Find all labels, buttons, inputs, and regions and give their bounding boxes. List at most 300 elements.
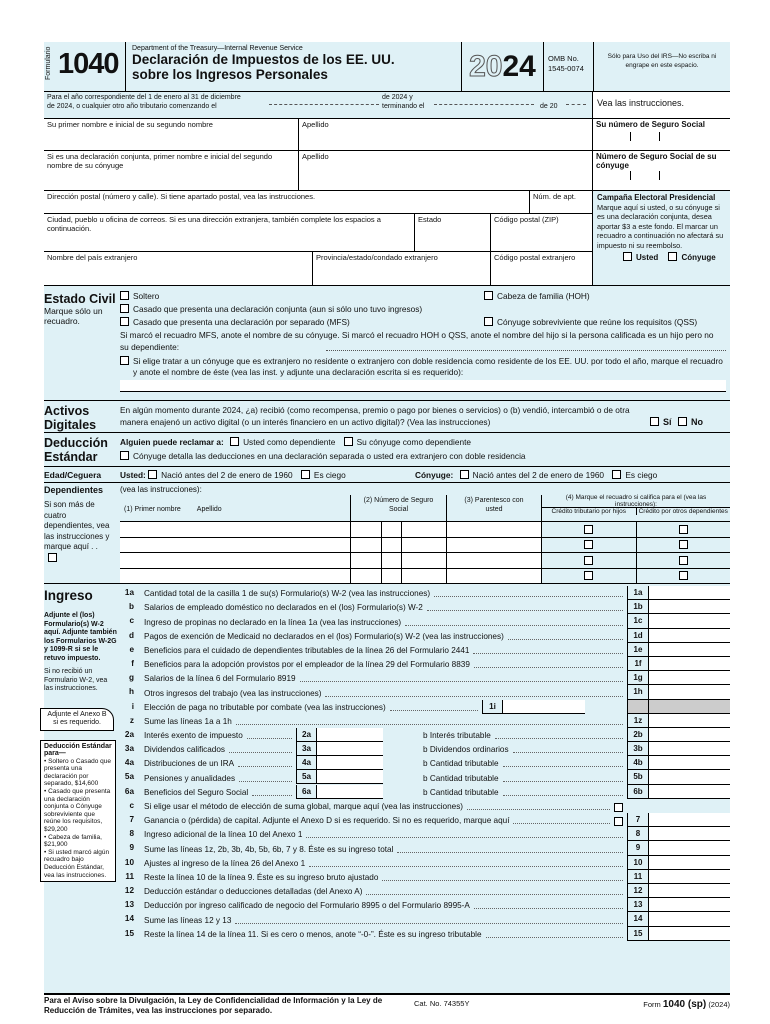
line-text-b (383, 756, 627, 770)
campaign-spouse-checkbox[interactable] (668, 252, 677, 261)
ssn-label: Su número de Seguro Social (596, 120, 705, 129)
line-number: 12 (124, 885, 134, 895)
omb-number: 1545-0074 (548, 64, 584, 73)
country-field[interactable] (44, 252, 313, 285)
digital-assets-question: En algún momento durante 2024, ¿a) recibió (como recompensa, premio o pago por bienes o servicios) o (b) vendió, intercambió o de otra manera enajenó un activo digital (o un interés financiero en un activo digital)? (Vea las instrucciones) (120, 405, 630, 427)
line-amount-field[interactable] (648, 785, 730, 799)
dependent-row (120, 569, 730, 585)
line-number: d (128, 630, 134, 640)
line-amount-field[interactable] (648, 728, 730, 742)
dependent-odc-checkbox[interactable] (679, 556, 688, 565)
line-amount-field[interactable] (648, 770, 730, 784)
line-text (136, 643, 627, 657)
spouse-dependent-checkbox[interactable] (344, 437, 353, 446)
line-label: Pensiones y anualidades (144, 773, 236, 783)
first-name-label: Su primer nombre e inicial de su segundo nombre (47, 120, 213, 129)
line-amount-field[interactable] (648, 714, 730, 728)
line-box-label: 8 (627, 827, 648, 841)
dependent-ctc-cell (541, 538, 636, 553)
line-8 (120, 827, 730, 841)
filing-note: Si marcó el recuadro MFS, anote el nombre de su cónyuge. Si marcó el recuadro HOH o QSS, anote el nombre del hijo si la persona calificada es un hijo pero no su dependiente: (120, 330, 714, 352)
city-label: Ciudad, pueblo u oficina de correos. Si es una dirección extranjera, también complete los espacios a continuación. (47, 215, 381, 233)
mfj-label: Casado que presenta una declaración conjunta (aun si sólo uno tuvo ingresos) (133, 304, 423, 314)
digital-no-label: No (691, 417, 704, 427)
standard-deduction-section (44, 433, 730, 467)
dependent-ctc-checkbox[interactable] (584, 525, 593, 534)
line-label: Cantidad total de la casilla 1 de su(s) Formulario(s) W-2 (vea las instrucciones) (144, 589, 431, 599)
line-9 (120, 841, 730, 855)
line-12 (120, 884, 730, 898)
line-1g (120, 671, 730, 685)
line-amount-field[interactable] (648, 841, 730, 855)
dep-col-credits-title: (4) Marque el recuadro si califica para el (vea las instrucciones): (542, 495, 730, 508)
line-number: g (128, 673, 134, 683)
line-1d (120, 629, 730, 643)
dependents-header-row (120, 495, 730, 522)
city-field[interactable] (44, 214, 415, 251)
dep-col-name (120, 495, 350, 521)
more-dependents-checkbox[interactable] (48, 553, 57, 562)
line-1c (120, 614, 730, 628)
line-box-label: 15 (627, 927, 648, 941)
you-blind-label: Es ciego (313, 470, 346, 480)
you-born-label: Nació antes del 2 de enero de 1960 (161, 470, 293, 480)
line-text-b (383, 785, 627, 799)
line-text (136, 629, 627, 643)
dep-col-name-last: Apellido (196, 506, 222, 513)
line-box-label: 10 (627, 856, 648, 870)
line-6c (120, 799, 730, 813)
dependent-ssn-field[interactable] (350, 553, 446, 568)
line-amount-field[interactable] (648, 600, 730, 614)
line-label: Beneficios para la adopción provistos por el empleador de la línea 29 del Formulario 8839 (144, 660, 470, 670)
line-text (136, 685, 627, 699)
qualifying-name-field[interactable] (326, 343, 726, 351)
line-label: Reste la línea 10 de la línea 9. Éste es su ingreso bruto ajustado (144, 872, 379, 882)
line-label: Otros ingresos del trabajo (vea las instrucciones) (144, 688, 322, 698)
filing-status-note: Marque sólo un recuadro. (44, 306, 103, 326)
line-label: Beneficios para el cuidado de dependientes tributables de la línea 26 del Formulario 2441 (144, 645, 470, 655)
line-number: c (129, 800, 134, 810)
line-text-b (383, 770, 627, 784)
dependent-name-field[interactable] (120, 522, 350, 537)
line-number: 3a (124, 744, 134, 754)
period-text-b: de 2024, o cualquier otro año tributario comenzando el (47, 103, 217, 110)
line-label: Reste la línea 14 de la línea 11. Si es cero o menos, anote “-0-”. Éste es su ingreso tributable (144, 929, 482, 939)
dep-col-credits-sub (542, 508, 730, 515)
qss-checkbox[interactable] (484, 317, 493, 326)
nonresident-checkbox[interactable] (120, 356, 129, 365)
line-5b (120, 770, 730, 784)
spouse-blind-checkbox[interactable] (612, 470, 621, 479)
line-text (136, 600, 627, 614)
line-label-b: b Cantidad tributable (423, 759, 499, 769)
line-amount-field[interactable] (648, 912, 730, 926)
dependent-name-field[interactable] (120, 569, 350, 584)
line-text (136, 912, 627, 926)
dependent-odc-cell (636, 522, 731, 537)
line-box-label: 1z (627, 714, 648, 728)
sub-amount (296, 785, 383, 799)
sub-amount (296, 728, 383, 742)
period-year-field[interactable] (566, 104, 586, 105)
filing-status-header (44, 292, 116, 326)
line-box-label: 1d (627, 629, 648, 643)
line-label: Sume las líneas 12 y 13 (144, 915, 232, 925)
dep-col-credits (541, 495, 730, 521)
filing-status-options (120, 290, 726, 392)
line-text (136, 927, 627, 941)
line-label: Deducción por ingreso calificado de negocio del Formulario 8995 o del Formulario 8995-A (144, 901, 470, 911)
line-amount-field[interactable] (648, 813, 730, 827)
form-number-block (44, 42, 126, 91)
form-number: 1040 (58, 48, 119, 80)
dependent-ctc-cell (541, 553, 636, 568)
line-box-label: 12 (627, 884, 648, 898)
line-number: c (129, 616, 134, 626)
dependents-table (120, 495, 730, 584)
period-start-field[interactable] (269, 104, 379, 105)
hoh-option (484, 290, 590, 302)
footer-cat: Cat. No. 74355Y (414, 999, 470, 1008)
line-1i (120, 700, 730, 714)
line-number: 6a (124, 786, 134, 796)
line-amount-field[interactable] (648, 685, 730, 699)
digital-assets-title: Activos Digitales (44, 404, 97, 432)
line-number: b (128, 602, 134, 612)
line-box-label: 1h (627, 685, 648, 699)
line-1h (120, 685, 730, 699)
line-amount-field[interactable] (648, 614, 730, 628)
sub-amount (482, 700, 585, 714)
dependent-odc-checkbox[interactable] (679, 525, 688, 534)
period-text-a: Para el año correspondiente del 1 de enero al 31 de diciembre (47, 94, 241, 101)
sub-amount-field[interactable] (317, 742, 383, 755)
qss-option (484, 316, 697, 328)
nonresident-name-field[interactable] (120, 380, 726, 392)
first-name-field[interactable] (44, 119, 299, 150)
filing-row-2 (120, 303, 726, 316)
dep-col-ssn: (2) Número de Seguro Social (350, 495, 446, 521)
line-label: Ingreso adicional de la línea 10 del Anexo 1 (144, 830, 303, 840)
ssn-field[interactable] (593, 119, 730, 150)
line-text (136, 827, 627, 841)
dependent-name-field[interactable] (120, 538, 350, 553)
province-field[interactable] (313, 252, 491, 285)
mfs-checkbox[interactable] (120, 317, 129, 326)
title-block (126, 42, 462, 91)
line-amount-field[interactable] (648, 742, 730, 756)
mfs-label: Casado que presenta una declaración por separado (MFS) (133, 317, 350, 327)
filing-status-title: Estado Civil (44, 292, 116, 306)
city-row (44, 214, 592, 252)
you-dependent-checkbox[interactable] (230, 437, 239, 446)
footer-form-pre: Form (643, 1000, 661, 1009)
line-number: 14 (124, 914, 134, 924)
last-name-label: Apellido (302, 120, 329, 129)
dependents-side-note (44, 500, 116, 564)
period-text-d: terminando el (382, 103, 425, 110)
spouse-born-checkbox[interactable] (460, 470, 469, 479)
state-field[interactable] (415, 214, 491, 251)
line-amount-field[interactable] (648, 884, 730, 898)
sub-amount-field[interactable] (317, 770, 383, 783)
line-amount-field[interactable] (648, 643, 730, 657)
line-number: 8 (129, 829, 134, 839)
line-number: 5a (124, 772, 134, 782)
taxpayer-name-row (44, 119, 730, 151)
sub-amount (296, 770, 383, 784)
std-deduction-claim (120, 436, 471, 448)
line-1z (120, 714, 730, 728)
line-text (136, 785, 296, 799)
sub-box-label: 6a (297, 785, 317, 798)
spouse-itemizes-checkbox[interactable] (120, 451, 129, 460)
address-row (44, 191, 592, 214)
country-label: Nombre del país extranjero (47, 253, 138, 262)
you-blind-checkbox[interactable] (301, 470, 310, 479)
sub-amount-field[interactable] (317, 728, 383, 741)
line-number: e (129, 644, 134, 654)
line-label: Dividendos calificados (144, 745, 226, 755)
line-box-label (627, 700, 648, 714)
hoh-label: Cabeza de familia (HOH) (497, 291, 590, 301)
period-text-c: de 2024 y (382, 94, 413, 101)
spouse-first-name-field[interactable] (44, 151, 299, 190)
line-box-label: 1b (627, 600, 648, 614)
line-amount-field[interactable] (648, 657, 730, 671)
line-checkbox[interactable] (614, 803, 623, 812)
line-text (136, 884, 627, 898)
line-text (136, 813, 627, 827)
line-amount-shaded (648, 700, 730, 714)
line-box-label: 1a (627, 586, 648, 600)
omb-label: OMB No. (548, 54, 579, 63)
line-amount-field[interactable] (648, 827, 730, 841)
line-13 (120, 898, 730, 912)
line-label-b: b Cantidad tributable (423, 773, 499, 783)
dependent-relationship-field[interactable] (446, 522, 541, 537)
line-amount-field[interactable] (648, 671, 730, 685)
line-amount-field[interactable] (648, 856, 730, 870)
footer-notice: Para el Aviso sobre la Divulgación, la Ley de Confidencialidad de Información y la Ley de Reducción de Trámites, vea las instrucciones por separado. (44, 996, 383, 1015)
line-text (136, 756, 296, 770)
footer-year: (2024) (708, 1000, 730, 1009)
dep-col-odc: Crédito por otros dependientes (638, 508, 728, 515)
line-label-b: b Cantidad tributable (423, 787, 499, 797)
foreign-zip-field[interactable] (491, 252, 592, 285)
spouse-itemizes-label: Cónyuge detalla las deducciones en una declaración separada o usted era extranjero con doble residencia (133, 451, 526, 461)
line-box-label: 11 (627, 870, 648, 884)
line-text-b (383, 728, 627, 742)
dependents-header (44, 485, 116, 564)
line-label: Interés exento de impuesto (144, 731, 243, 741)
form-header (44, 42, 730, 92)
line-text (136, 770, 296, 784)
std-deduction-title: Deducción Estándar (44, 436, 108, 464)
spouse-last-name-label: Apellido (302, 152, 329, 161)
dependent-ssn-field[interactable] (350, 538, 446, 553)
dependent-ctc-checkbox[interactable] (584, 571, 593, 580)
campaign-text: Marque aquí si usted, o su cónyuge si es una declaración conjunta, desea aportar $3 a este fondo. El marcar un recuadro a continuación no afectará su impuesto ni su reembolso. (597, 202, 724, 250)
dependent-relationship-field[interactable] (446, 538, 541, 553)
line-amount-field[interactable] (648, 629, 730, 643)
line-amount-field[interactable] (648, 756, 730, 770)
spouse-ssn-separators (630, 171, 660, 180)
campaign-title: Campaña Electoral Presidencial (597, 193, 716, 202)
digital-no-checkbox[interactable] (678, 417, 687, 426)
line-number: 15 (124, 928, 134, 938)
address-fields (44, 191, 593, 285)
line-amount-empty (648, 799, 730, 813)
see-instructions: Vea las instrucciones. (593, 92, 730, 118)
tax-year (462, 42, 544, 91)
dependent-ctc-cell (541, 522, 636, 537)
spouse-ssn-field[interactable] (593, 151, 730, 190)
sub-amount (296, 742, 383, 756)
income-title: Ingreso (44, 588, 93, 603)
schedule-b-note: Adjunte el Anexo B si es requerido. (40, 708, 114, 731)
line-number: 2a (124, 729, 134, 739)
line-text-b (383, 742, 627, 756)
dependent-ssn-field[interactable] (350, 522, 446, 537)
line-label: Ajustes al ingreso de la línea 26 del Anexo 1 (144, 858, 306, 868)
line-amount-field[interactable] (648, 586, 730, 600)
spouse-last-name-field[interactable] (299, 151, 593, 190)
std-box-title: Deducción Estándar para— (44, 742, 112, 758)
nonresident-label: Si elige tratar a un cónyuge que es extranjero no residente o extranjero con doble residencia como residente de los EE. UU. por todo el año, marque el recuadro y anote el nombre de éste (vea las inst. y adjunte una declaración escrita si es requerido): (133, 356, 723, 377)
dependent-ctc-checkbox[interactable] (584, 556, 593, 565)
digital-yes-checkbox[interactable] (650, 417, 659, 426)
irs-use: Sólo para Uso del IRS—No escriba ni engrape en este espacio. (607, 53, 717, 69)
filing-status-section (44, 286, 730, 401)
dependent-name-field[interactable] (120, 553, 350, 568)
line-text (136, 841, 627, 855)
single-label: Soltero (133, 291, 160, 301)
age-blindness-row (44, 467, 730, 483)
apt-field[interactable] (530, 191, 592, 213)
std-box-item-2: • Casado que presenta una declaración conjunta o Cónyuge sobreviviente que reúne los requisitos, $29,200 (44, 788, 111, 834)
line-box-label (627, 799, 648, 813)
line-10 (120, 856, 730, 870)
period-end-field[interactable] (434, 104, 534, 105)
line-box-label: 9 (627, 841, 648, 855)
age-title: Edad/Ceguera (44, 470, 102, 480)
address-label: Dirección postal (número y calle). Si tiene apartado postal, vea las instrucciones. (47, 192, 316, 201)
age-you-label: Usted: (120, 470, 146, 480)
line-1a (120, 586, 730, 600)
line-label: Si elige usar el método de elección de suma global, marque aquí (vea las instrucciones) (144, 802, 464, 811)
sub-box-label: 4a (297, 756, 317, 769)
dependent-relationship-field[interactable] (446, 569, 541, 584)
line-label: Sume las líneas 1z, 2b, 3b, 4b, 5b, 6b, 7 y 8. Éste es su ingreso total (144, 844, 394, 854)
dependent-ctc-checkbox[interactable] (584, 540, 593, 549)
hoh-checkbox[interactable] (484, 291, 493, 300)
sub-box-label: 5a (297, 770, 317, 783)
form-footer (44, 993, 730, 1017)
dependent-relationship-field[interactable] (446, 553, 541, 568)
line-box-label: 1c (627, 614, 648, 628)
line-number: 10 (124, 857, 134, 867)
omb-block (544, 42, 594, 91)
address-field[interactable] (44, 191, 530, 213)
dependent-row (120, 553, 730, 569)
line-number: 9 (129, 843, 134, 853)
apt-label: Núm. de apt. (533, 192, 576, 201)
line-text (136, 714, 627, 728)
line-box-label: 7 (627, 813, 648, 827)
title-line-1: Declaración de Impuestos de los EE. UU. (132, 52, 395, 67)
line-label: Distribuciones de un IRA (144, 759, 235, 769)
you-born-checkbox[interactable] (148, 470, 157, 479)
sub-box-label: 1i (483, 700, 503, 713)
age-you-options (120, 469, 346, 481)
form-side-label: Formulario (45, 46, 52, 80)
sub-amount-field[interactable] (317, 756, 383, 769)
line-label: Deducción estándar o deducciones detalladas (del Anexo A) (144, 887, 363, 897)
spouse-dependent-label: Su cónyuge como dependiente (356, 437, 472, 447)
age-spouse-options (415, 469, 657, 481)
foreign-row (44, 252, 592, 285)
dependent-odc-checkbox[interactable] (679, 571, 688, 580)
line-box-label: 1g (627, 671, 648, 685)
line-number: 1a (124, 588, 134, 597)
campaign-spouse-label: Cónyuge (681, 253, 716, 262)
sub-amount (296, 756, 383, 770)
line-box-label: 5b (627, 770, 648, 784)
dependent-ssn-field[interactable] (350, 569, 446, 584)
line-text (136, 700, 482, 714)
dependent-odc-checkbox[interactable] (679, 540, 688, 549)
line-amount-field[interactable] (648, 898, 730, 912)
line-amount-field[interactable] (648, 870, 730, 884)
income-section (44, 584, 730, 1024)
sub-amount-field[interactable] (317, 785, 383, 798)
line-text (136, 671, 627, 685)
last-name-field[interactable] (299, 119, 593, 150)
no-w2-note: Si no recibió un Formulario W-2, vea las instrucciones. (44, 668, 108, 692)
line-checkbox[interactable] (614, 817, 623, 826)
line-label: Salarios de la línea 6 del Formulario 8919 (144, 674, 296, 684)
dependent-odc-cell (636, 538, 731, 553)
line-text (136, 799, 627, 813)
spouse-blind-label: Es ciego (625, 470, 658, 480)
dependent-odc-cell (636, 569, 731, 584)
dependents-section (44, 483, 730, 584)
std-box-item-4: • Si usted marcó algún recuadro bajo Deducción Estándar, vea las instrucciones. (44, 848, 110, 879)
sub-amount-field[interactable] (503, 700, 585, 713)
campaign-you-label: Usted (636, 253, 659, 262)
line-box-label: 4b (627, 756, 648, 770)
line-label-b: b Dividendos ordinarios (423, 745, 509, 755)
campaign-you-checkbox[interactable] (623, 252, 632, 261)
std-claim-label: Alguien puede reclamar a: (120, 437, 224, 447)
income-lines (120, 586, 730, 941)
line-1b (120, 600, 730, 614)
line-label: Pagos de exención de Medicaid no declarados en el (los) Formulario(s) W-2 (vea las instrucciones) (144, 631, 504, 641)
line-number: z (129, 715, 134, 725)
line-text (136, 614, 627, 628)
spouse-first-name-label: Si es una declaración conjunta, primer nombre e inicial del segundo nombre de su cónyuge (47, 152, 273, 170)
zip-field[interactable] (491, 214, 592, 251)
mfj-checkbox[interactable] (120, 304, 129, 313)
line-text (136, 657, 627, 671)
line-amount-field[interactable] (648, 927, 730, 941)
dependent-row (120, 522, 730, 538)
footer-form: 1040 (sp) (662, 999, 707, 1010)
campaign-options (597, 252, 726, 263)
single-checkbox[interactable] (120, 291, 129, 300)
